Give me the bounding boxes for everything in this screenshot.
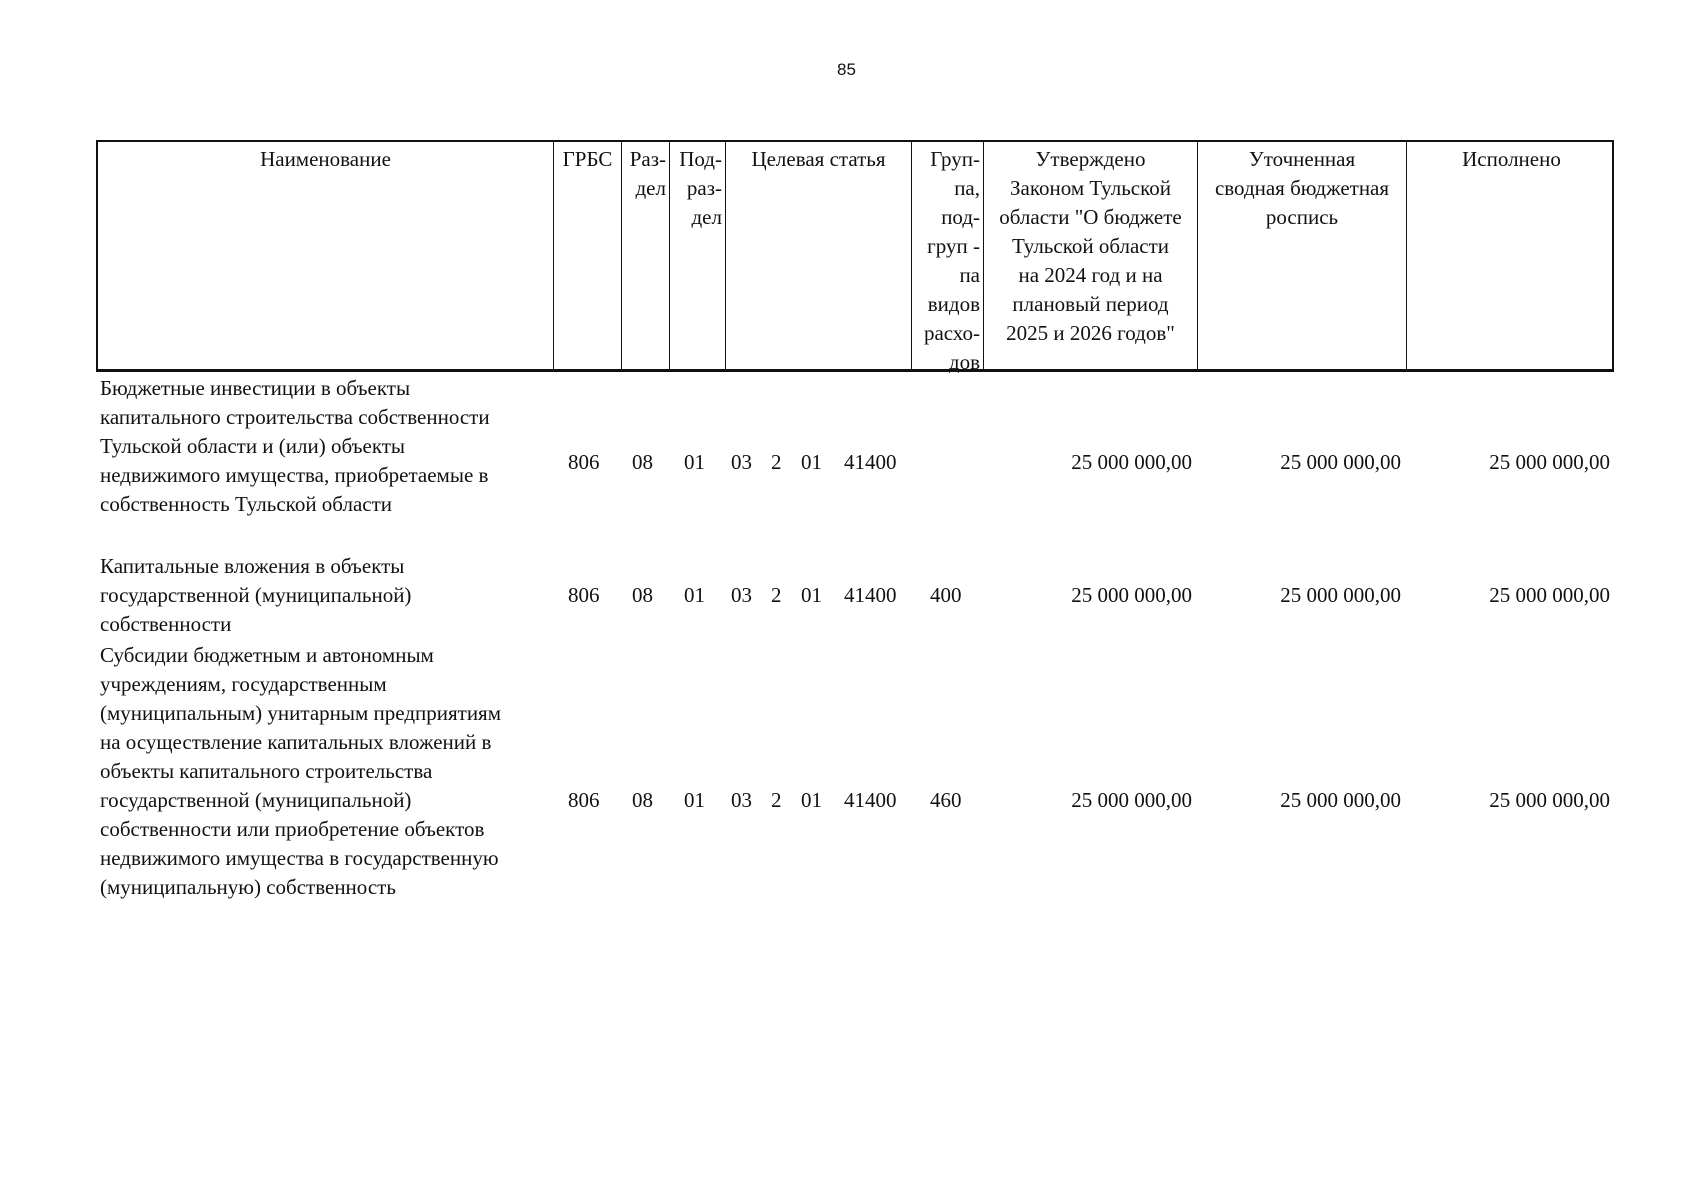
row-target-part-1: 03: [731, 583, 752, 607]
row-name: Капитальные вложения в объекты государственной (муниципальной) собственности: [100, 554, 412, 636]
row-target-part-4: 41400: [844, 450, 897, 474]
row-target-part-2: 2: [771, 583, 782, 607]
row-expense-group: 400: [930, 583, 962, 607]
row-target-part-2: 2: [771, 450, 782, 474]
row-executed: 25 000 000,00: [1489, 788, 1610, 812]
table-row: [96, 641, 1614, 906]
row-grbs: 806: [568, 583, 600, 607]
row-podrazdel: 01: [684, 450, 705, 474]
header-approved: Утверждено Законом Тульской области "О бюджете Тульской области на 2024 год и на плановый период 2025 и 2026 годов": [984, 142, 1198, 369]
row-target-part-1: 03: [731, 788, 752, 812]
row-podrazdel: 01: [684, 583, 705, 607]
row-name: Бюджетные инвестиции в объекты капитального строительства собственности Тульской области и (или) объекты недвижимого имущества, приобретаемые в собственность Тульской области: [100, 376, 490, 516]
row-podrazdel: 01: [684, 788, 705, 812]
row-approved: 25 000 000,00: [1071, 450, 1192, 474]
row-expense-group: 460: [930, 788, 962, 812]
header-expense-group: Груп- па, под- груп - па видов расхо- дов: [912, 142, 984, 369]
header-name: Наименование: [98, 142, 554, 369]
row-executed: 25 000 000,00: [1489, 583, 1610, 607]
header-grbs: ГРБС: [554, 142, 622, 369]
row-target-part-3: 01: [801, 583, 822, 607]
row-executed: 25 000 000,00: [1489, 450, 1610, 474]
header-executed: Исполнено: [1462, 147, 1561, 171]
row-target-part-4: 41400: [844, 788, 897, 812]
table-row: [96, 552, 1614, 642]
row-target-part-4: 41400: [844, 583, 897, 607]
row-target-part-3: 01: [801, 450, 822, 474]
row-refined: 25 000 000,00: [1280, 788, 1401, 812]
row-approved: 25 000 000,00: [1071, 788, 1192, 812]
header-target-article: Целевая статья: [726, 142, 912, 369]
row-razdel: 08: [632, 583, 653, 607]
row-target-part-1: 03: [731, 450, 752, 474]
row-razdel: 08: [632, 788, 653, 812]
row-grbs: 806: [568, 788, 600, 812]
row-refined: 25 000 000,00: [1280, 450, 1401, 474]
row-name: Субсидии бюджетным и автономным учреждениям, государственным (муниципальным) унитарным предприятиям на осуществление капитальных вложений в объекты капитального строительства государственной (муниципальной) собственности или приобретение объектов недвижимого имущества в государственную (муниципальную) собственность: [100, 643, 501, 899]
header-refined: Уточненная сводная бюджетная роспись: [1198, 142, 1407, 369]
row-razdel: 08: [632, 450, 653, 474]
row-target-part-3: 01: [801, 788, 822, 812]
header-razdel: Раз- дел: [622, 142, 670, 369]
table-header: [96, 140, 1614, 372]
header-podrazdel: Под- раз- дел: [670, 142, 726, 369]
row-refined: 25 000 000,00: [1280, 583, 1401, 607]
row-grbs: 806: [568, 450, 600, 474]
table-row: [96, 374, 1614, 524]
row-approved: 25 000 000,00: [1071, 583, 1192, 607]
row-target-part-2: 2: [771, 788, 782, 812]
page-number: 85: [837, 60, 856, 79]
